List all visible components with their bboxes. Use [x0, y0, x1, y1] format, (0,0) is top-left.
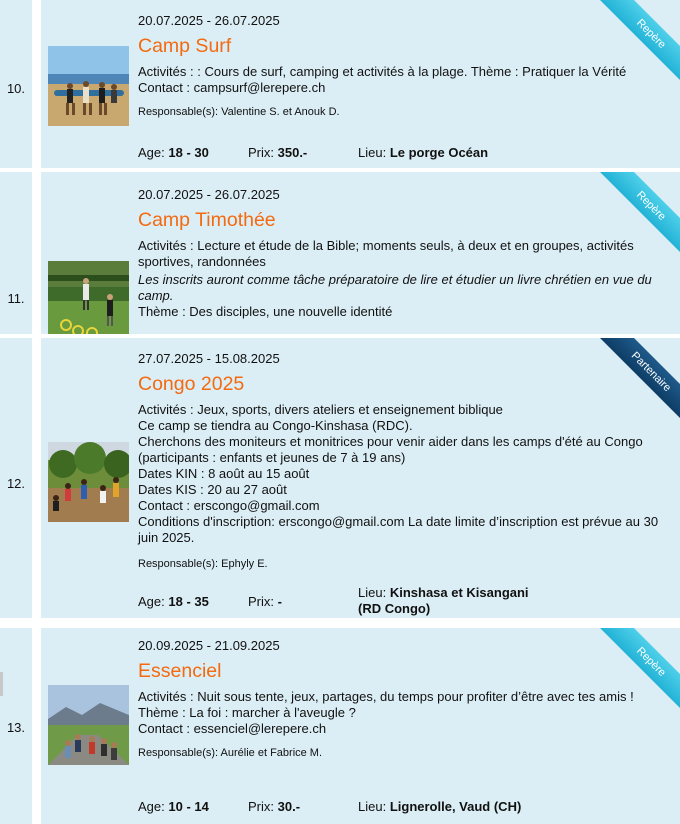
camp-thumbnail[interactable]: [48, 261, 129, 334]
camp-timothee-photo: [48, 261, 129, 334]
camp-row-11: [0, 172, 680, 334]
camp-contact: Contact : campsurf@lerepere.ch: [138, 80, 326, 95]
camp-row-13: [0, 628, 680, 824]
camp-title[interactable]: Camp Timothée: [138, 209, 276, 231]
camp-price: Prix: 30.-: [248, 799, 301, 814]
ribbon-repere: Repère: [597, 172, 680, 260]
camp-note: Les inscrits auront comme tâche préparatoire de lire et étudier un livre chrétien en vue du camp.: [138, 272, 652, 303]
camp-dates: 20.09.2025 - 21.09.2025: [138, 638, 280, 653]
camp-dates-kin: Dates KIN : 8 août au 15 août: [138, 466, 310, 481]
camp-price: Prix: 350.-: [248, 145, 308, 160]
camp-activities: Activités : Lecture et étude de la Bible; moments seuls, à deux et en groupes, activités sportives, randonnées: [138, 238, 634, 269]
camp-contact: Contact : essenciel@lerepere.ch: [138, 721, 327, 736]
camp-dates: 20.07.2025 - 26.07.2025: [138, 187, 280, 202]
camp-contact: Contact : erscongo@gmail.com: [138, 498, 320, 513]
camp-row-12: [0, 338, 680, 618]
camp-title[interactable]: Camp Surf: [138, 35, 232, 57]
camp-place: Lieu: Kinshasa et Kisangani (RD Congo): [358, 585, 529, 616]
camp-theme: Thème : Des disciples, une nouvelle identité: [138, 304, 393, 319]
camp-dates-kis: Dates KIS : 20 au 27 août: [138, 482, 287, 497]
camp-activities: Activités : Jeux, sports, divers ateliers et enseignement biblique: [138, 402, 503, 417]
camp-thumbnail[interactable]: [48, 46, 129, 126]
camp-number: 13.: [6, 720, 26, 735]
camp-number: 11.: [7, 291, 25, 306]
camp-activities: Activités : : Cours de surf, camping et activités à la plage. Thème : Pratiquer la Vérité: [138, 64, 627, 79]
camp-location-note: Ce camp se tiendra au Congo-Kinshasa (RDC).: [138, 418, 413, 433]
camp-dates: 27.07.2025 - 15.08.2025: [138, 351, 280, 366]
camp-activities: Activités : Nuit sous tente, jeux, partages, du temps pour profiter d’être avec tes amis !: [138, 689, 634, 704]
camp-responsables: Responsable(s): Ephyly E.: [138, 558, 268, 570]
ribbon-repere: Repère: [597, 0, 680, 88]
camp-place: Lieu: Lignerolle, Vaud (CH): [358, 799, 522, 814]
scroll-edge: [0, 672, 3, 696]
row-gutter: [32, 0, 41, 168]
camp-essenciel-photo: [48, 685, 129, 765]
ribbon-repere: Repère: [597, 628, 680, 716]
camp-conditions: Conditions d'inscription: erscongo@gmail.com La date limite d’inscription est prévue au 30 juin 2025.: [138, 514, 659, 545]
ribbon-partenaire: Partenaire: [597, 338, 680, 426]
camp-number: 10.: [6, 81, 26, 96]
row-gutter: [32, 628, 41, 824]
row-separator: [0, 618, 680, 622]
camp-responsables: Responsable(s): Valentine S. et Anouk D.: [138, 106, 340, 118]
camp-age: Age: 18 - 35: [138, 594, 209, 609]
camp-title[interactable]: Congo 2025: [138, 373, 245, 395]
camp-row-10: [0, 0, 680, 168]
camp-age: Age: 10 - 14: [138, 799, 209, 814]
camp-dates: 20.07.2025 - 26.07.2025: [138, 13, 280, 28]
row-gutter: [32, 172, 41, 334]
camp-surf-photo: [48, 46, 129, 126]
camp-place: Lieu: Le porge Océan: [358, 145, 489, 160]
camp-thumbnail[interactable]: [48, 442, 129, 522]
camp-title[interactable]: Essenciel: [138, 660, 222, 682]
camp-age: Age: 18 - 30: [138, 145, 209, 160]
camp-recruit-note: Cherchons des moniteurs et monitrices pour venir aider dans les camps d'été au Congo (participants : enfants et jeunes de 7 à 19 ans): [138, 434, 643, 465]
camp-responsables: Responsable(s): Aurélie et Fabrice M.: [138, 747, 323, 759]
camp-number: 12.: [6, 476, 26, 491]
camp-thumbnail[interactable]: [48, 685, 129, 765]
camp-congo-photo: [48, 442, 129, 522]
camp-price: Prix: -: [248, 594, 282, 609]
camp-theme: Thème : La foi : marcher à l'aveugle ?: [138, 705, 356, 720]
row-gutter: [32, 338, 41, 618]
